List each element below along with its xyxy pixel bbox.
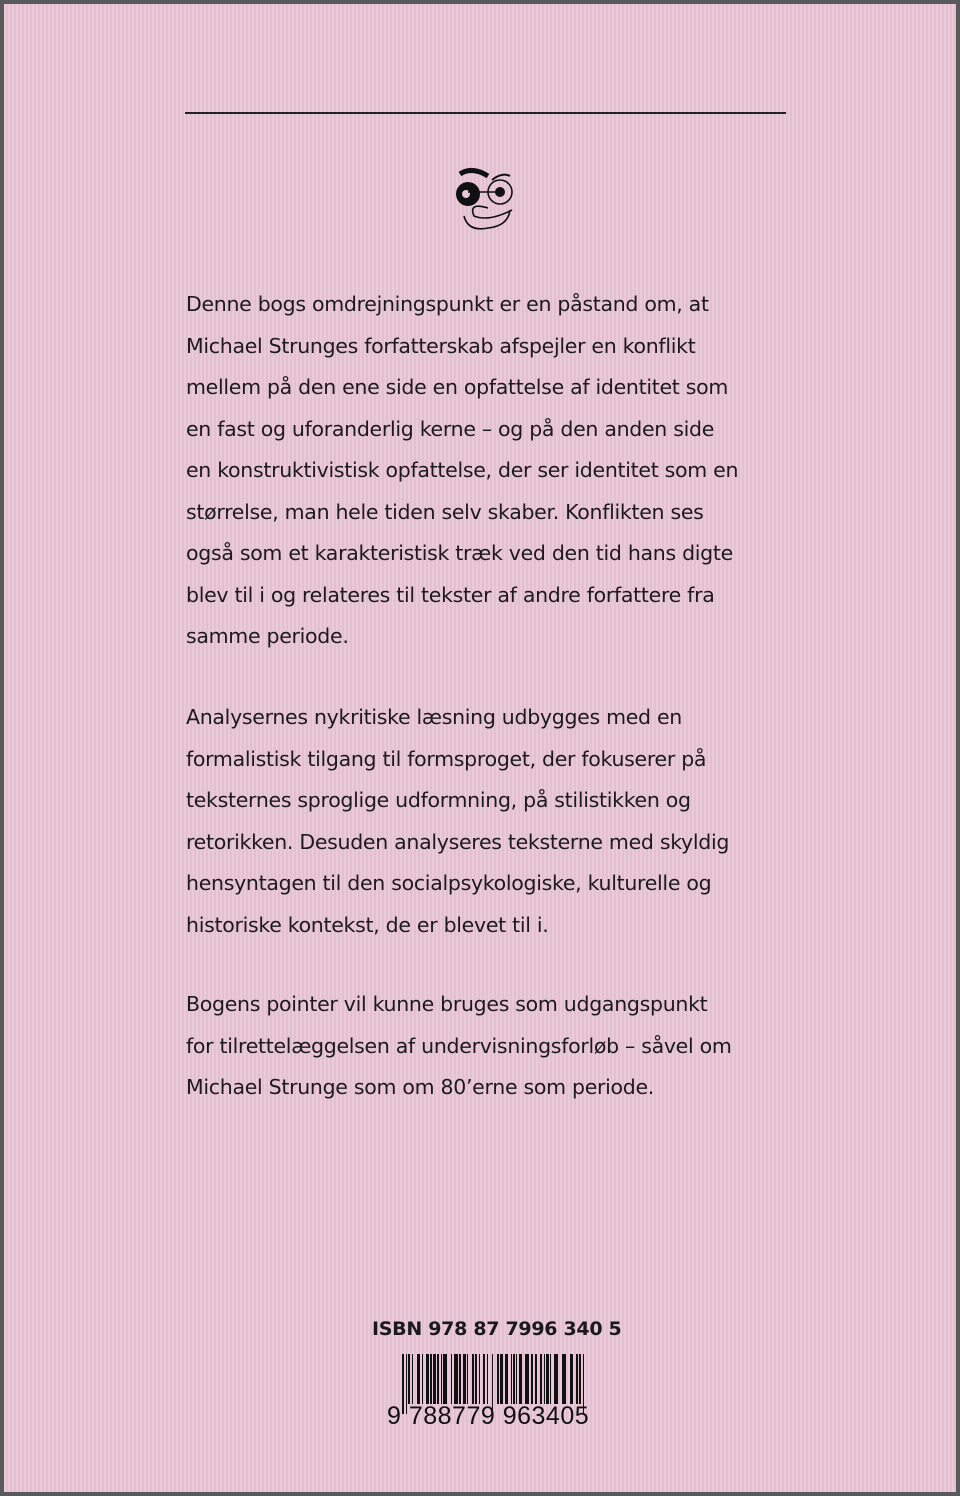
barcode-bar <box>483 1354 485 1404</box>
text-line: teksternes sproglige udformning, på stilistikken og <box>186 788 691 812</box>
text-line: for tilrettelæggelsen af undervisningsforløb – såvel om <box>186 1033 732 1058</box>
barcode-bar <box>417 1354 420 1404</box>
barcode-digits: 9 788779 963405 <box>387 1402 590 1430</box>
isbn-label: ISBN 978 87 7996 340 5 <box>372 1318 622 1340</box>
description-paragraph-3 <box>186 984 732 1109</box>
text-line: mellem på den ene side en opfattelse af identitet som <box>186 375 729 399</box>
text-line: samme periode. <box>186 624 349 648</box>
text-line: formalistisk tilgang til formsproget, der fokuserer på <box>186 746 707 771</box>
description-paragraph-1 <box>186 284 738 658</box>
top-divider <box>185 112 786 114</box>
barcode-bar <box>511 1354 512 1404</box>
barcode-bar <box>467 1354 468 1404</box>
description-paragraph-2 <box>186 697 729 946</box>
barcode-bar <box>550 1354 551 1404</box>
barcode-bar <box>451 1354 452 1404</box>
barcode-bar <box>430 1354 432 1404</box>
barcode-bar <box>433 1354 436 1404</box>
text-line: en fast og uforanderlig kerne – og på den anden side <box>186 416 715 441</box>
text-line: Bogens pointer vil kunne bruges som udgangspunkt <box>186 992 708 1016</box>
barcode-bar <box>487 1354 488 1404</box>
barcode-bar <box>479 1354 480 1404</box>
text-line: en konstruktivistisk opfattelse, der ser identitet som en <box>186 458 739 482</box>
barcode-bar <box>562 1354 566 1404</box>
text-line: også som et karakteristisk træk ved den tid hans digte <box>186 541 733 565</box>
barcode-bar <box>540 1354 542 1404</box>
text-line: størrelse, man hele tiden selv skaber. Konflikten ses <box>186 499 704 524</box>
barcode-bar <box>513 1354 515 1404</box>
barcode-bar <box>497 1354 499 1404</box>
text-line: blev til i og relateres til tekster af andre forfattere fra <box>186 582 715 607</box>
barcode-bar <box>426 1354 429 1404</box>
barcode-bar <box>454 1354 458 1404</box>
text-line: hensyntagen til den socialpsykologiske, kulturelle og <box>186 871 712 895</box>
face-logo-icon <box>444 154 524 244</box>
barcode-bar <box>546 1354 549 1404</box>
barcode-bar <box>554 1354 558 1404</box>
book-back-cover <box>4 4 956 1492</box>
barcode-bar <box>472 1354 474 1404</box>
barcode-bar <box>535 1354 537 1404</box>
barcode-bar <box>443 1354 447 1404</box>
text-line: historiske kontekst, de er blevet til i. <box>186 912 549 937</box>
barcode-bar <box>437 1354 439 1404</box>
barcode-bar <box>463 1354 466 1404</box>
text-line: Michael Strunges forfatterskab afspejler en konflikt <box>186 333 696 358</box>
barcode-bar <box>531 1354 533 1404</box>
barcode-bar <box>422 1354 423 1404</box>
barcode-bar <box>459 1354 461 1404</box>
text-line: Analysernes nykritiske læsning udbygges med en <box>186 705 682 729</box>
text-line: retorikken. Desuden analyseres teksterne med skyldig <box>186 829 730 854</box>
text-line: Michael Strunge som om 80’erne som periode. <box>186 1075 655 1099</box>
text-line: Denne bogs omdrejningspunkt er en påstand om, at <box>186 292 709 316</box>
barcode-bar <box>544 1354 545 1404</box>
barcode-bar <box>412 1354 413 1404</box>
barcode-bar <box>500 1354 503 1404</box>
barcode-bar <box>579 1354 581 1404</box>
barcode-bar <box>525 1354 529 1404</box>
barcode-bar <box>408 1354 410 1404</box>
barcode-bar <box>519 1354 522 1404</box>
barcode-bar <box>516 1354 517 1404</box>
barcode-bar <box>441 1354 442 1404</box>
barcode-bar <box>475 1354 477 1404</box>
barcode-bar <box>505 1354 508 1404</box>
barcode-bar <box>570 1354 573 1404</box>
barcode-bar <box>576 1354 578 1404</box>
